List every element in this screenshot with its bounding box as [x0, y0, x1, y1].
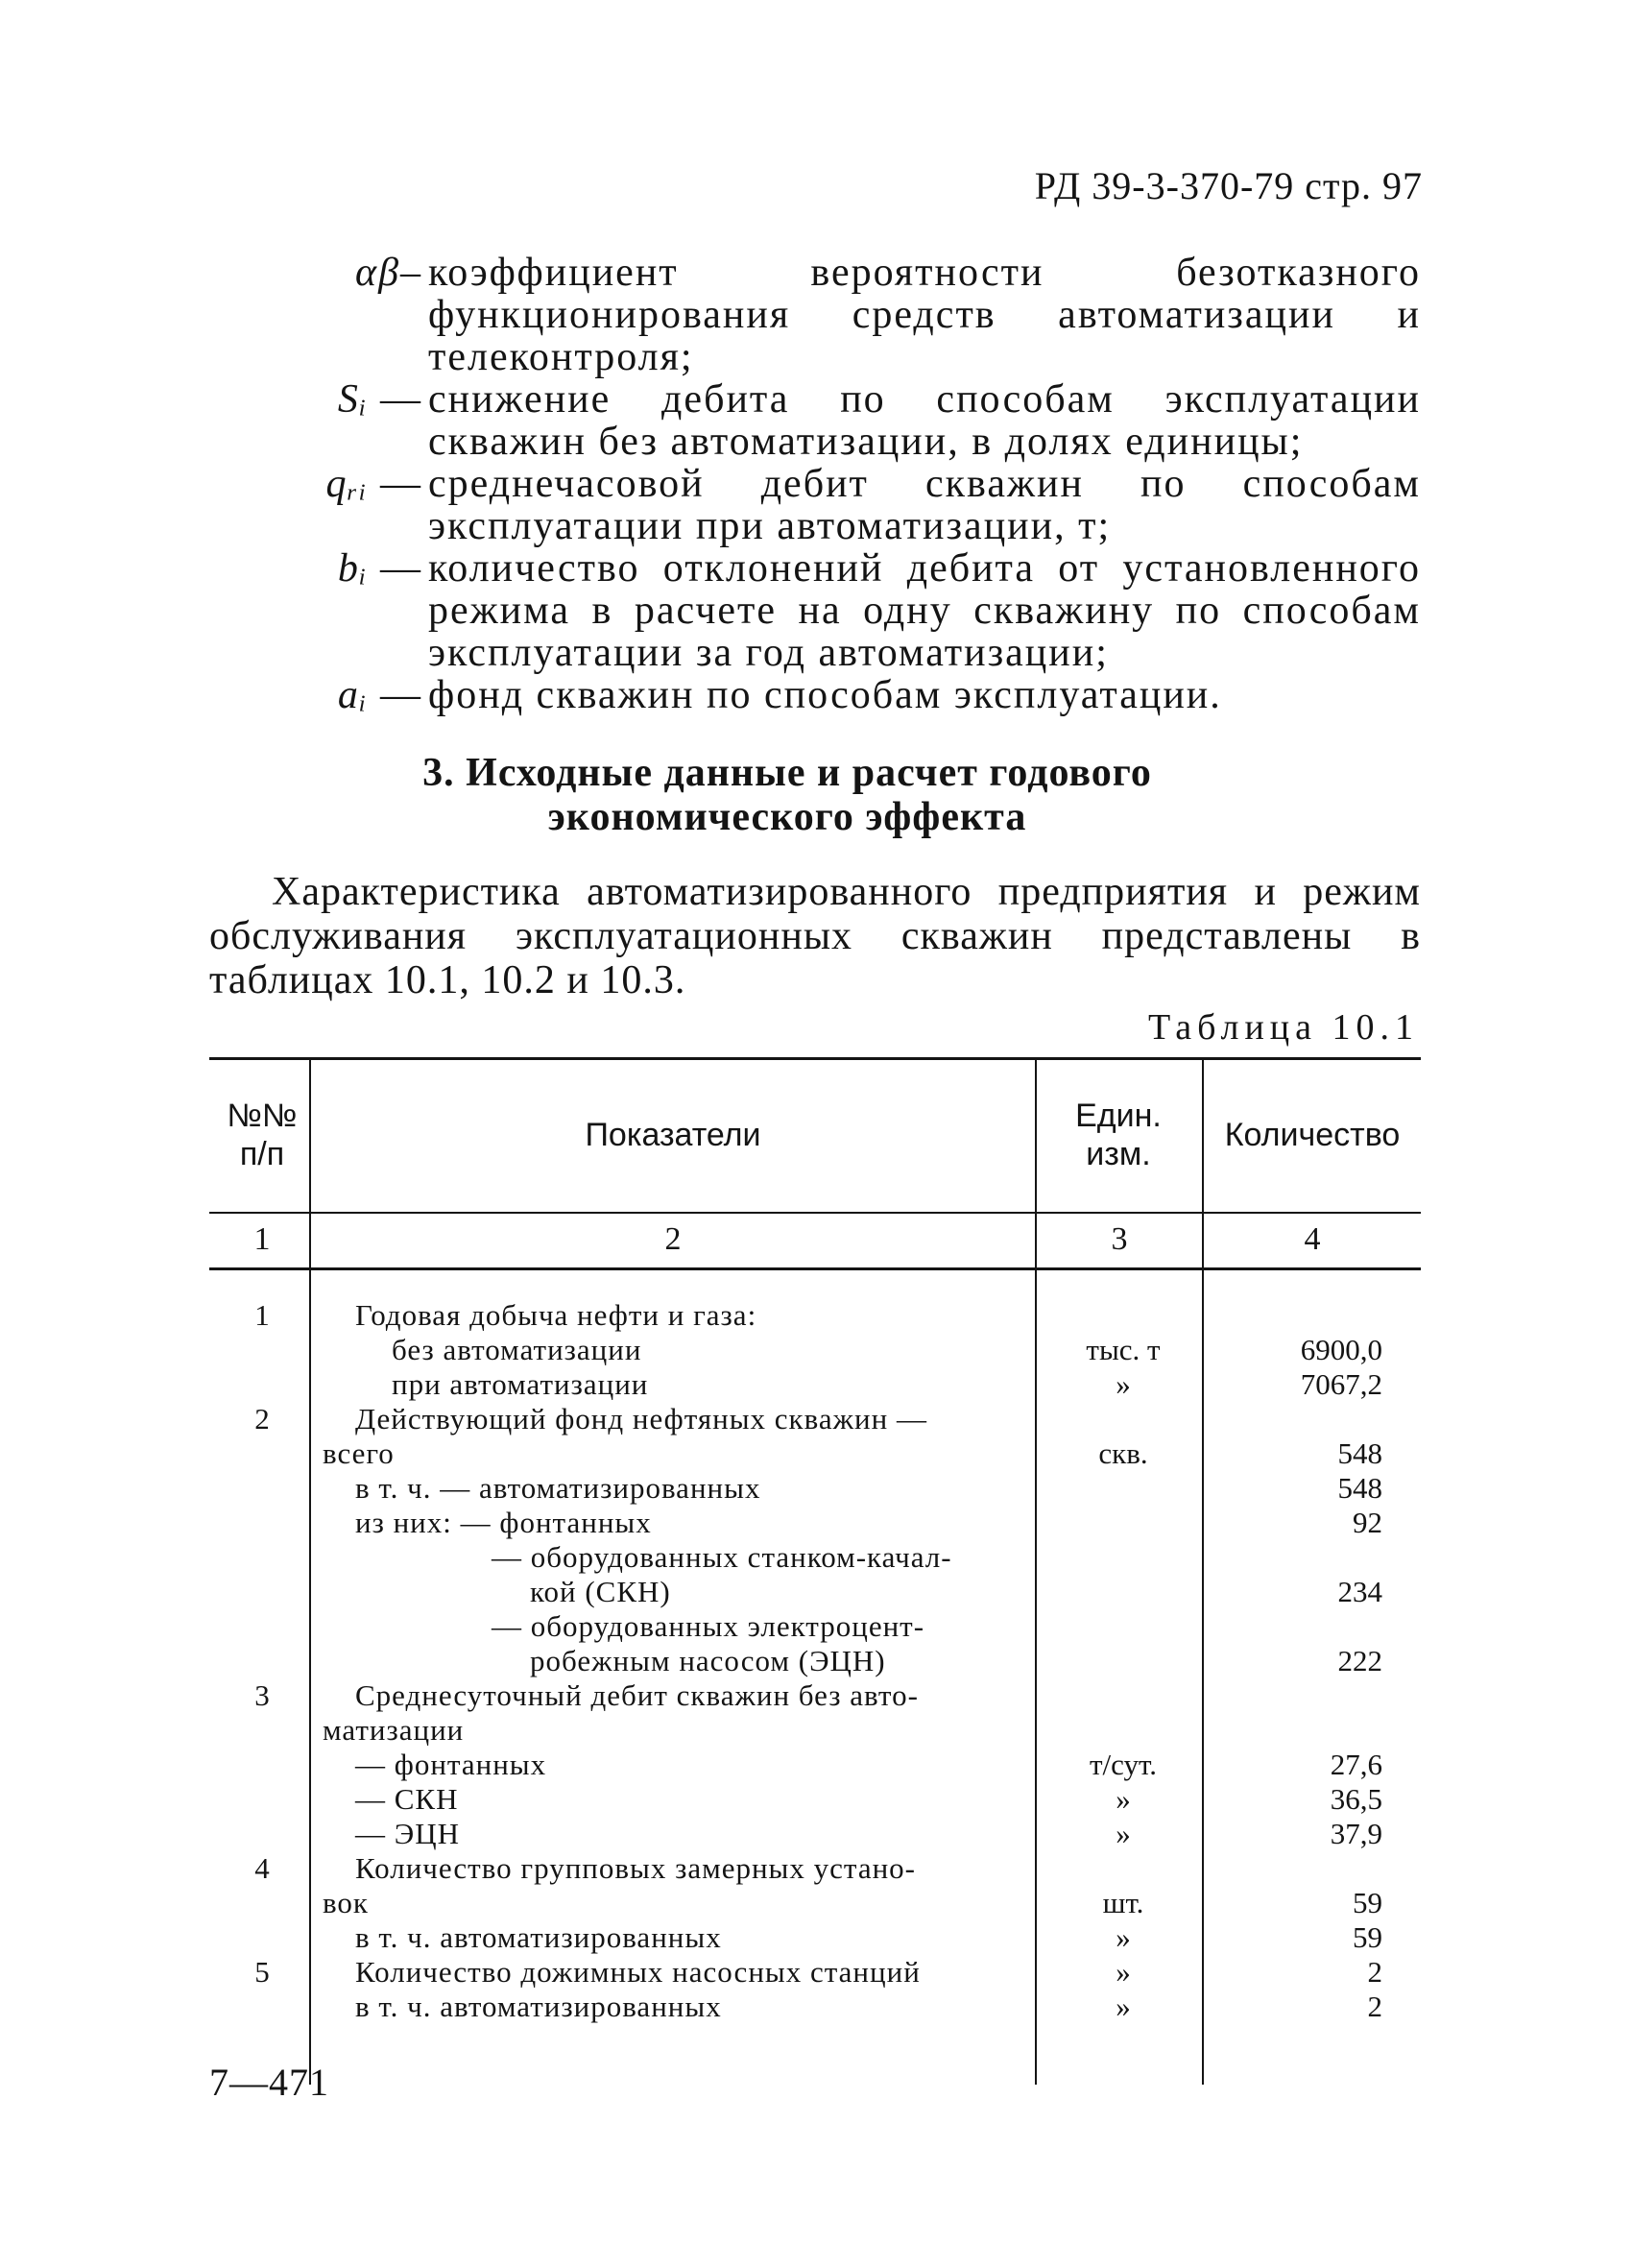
definition-item: qᵣᵢ — среднечасовой дебит скважин по способам эксплуатации при автоматизации, т;: [325, 462, 1421, 548]
table-row: [0, 1402, 1632, 1436]
intro-paragraph: Характеристика автоматизированного предприятия и режим обслуживания эксплуатационных скважин представлены в таблицах 10.1, 10.2 и 10.3.: [209, 870, 1421, 1002]
column-number: 1: [253, 1221, 271, 1257]
row-text: — ЭЦН: [355, 1817, 460, 1850]
row-value: 36,5: [1330, 1782, 1382, 1816]
table-row: [0, 1678, 1632, 1713]
row-text: Годовая добыча нефти и газа:: [355, 1298, 757, 1332]
row-text: Среднесуточный дебит скважин без авто-: [355, 1678, 919, 1712]
row-value: 548: [1337, 1436, 1382, 1470]
row-value: 548: [1337, 1471, 1382, 1505]
row-unit: »: [1116, 1920, 1131, 1954]
colnum-divider-line: [209, 1267, 1421, 1270]
column-number: 4: [1304, 1221, 1321, 1257]
header-divider-line: [209, 1212, 1421, 1214]
row-value: 2: [1367, 1955, 1382, 1989]
definition-symbol: Sᵢ: [337, 377, 369, 422]
table-row: [0, 1575, 1632, 1609]
table-row: [0, 1333, 1632, 1367]
row-unit: »: [1116, 1367, 1131, 1401]
row-text: робежным насосом (ЭЦН): [530, 1644, 886, 1677]
table-label: Таблица 10.1: [1147, 1007, 1419, 1048]
row-unit: тыс. т: [1086, 1333, 1161, 1366]
row-text: — СКН: [355, 1782, 459, 1816]
header-cell-indicators: Показатели: [585, 1117, 761, 1153]
definition-symbol: bᵢ: [337, 546, 369, 591]
table-top-rule: [209, 1057, 1421, 1060]
row-text: кой (СКН): [530, 1575, 671, 1608]
row-unit: шт.: [1102, 1886, 1144, 1919]
table-row: [0, 1748, 1632, 1782]
table-row: [0, 1471, 1632, 1506]
row-text: без автоматизации: [392, 1333, 642, 1366]
table-row: [0, 1644, 1632, 1678]
row-text: при автоматизации: [392, 1367, 649, 1401]
table-row: [0, 1955, 1632, 1990]
row-value: 7067,2: [1300, 1367, 1382, 1401]
definitions-list: [317, 252, 1421, 716]
definition-text: фонд скважин по способам эксплуатации.: [428, 673, 1222, 717]
table-row: [0, 1990, 1632, 2024]
table-row: [0, 1609, 1632, 1644]
row-text: — фонтанных: [355, 1748, 547, 1781]
column-number: 2: [664, 1221, 682, 1257]
row-value: 59: [1353, 1886, 1382, 1919]
row-number: 5: [254, 1955, 270, 1989]
table-row: [0, 1506, 1632, 1540]
page-header: РД 39-3-370-79 стр. 97: [1034, 164, 1423, 207]
row-text: — оборудованных станком-качал-: [492, 1540, 952, 1574]
row-text: всего: [323, 1436, 395, 1470]
definition-item: αβ– коэффициент вероятности безотказного функционирования средств автоматизации и телеконтроля;: [355, 251, 1421, 379]
definition-symbol: aᵢ: [337, 673, 369, 717]
row-text: вок: [323, 1886, 369, 1919]
row-value: 234: [1337, 1575, 1382, 1608]
row-value: 222: [1337, 1644, 1382, 1677]
row-text: из них: — фонтанных: [355, 1506, 652, 1539]
row-value: 92: [1353, 1506, 1382, 1539]
header-cell-quantity: Количество: [1224, 1117, 1401, 1153]
table-row: [0, 1298, 1632, 1333]
row-unit: т/сут.: [1090, 1748, 1157, 1781]
header-cell-unit: Един. изм.: [1075, 1098, 1162, 1172]
row-text: в т. ч. — автоматизированных: [355, 1471, 761, 1505]
definition-text: коэффициент вероятности безотказного функционирования средств автоматизации и телеконтроля;: [428, 251, 1421, 379]
table-row: [0, 1920, 1632, 1955]
row-value: 37,9: [1330, 1817, 1382, 1850]
column-number: 3: [1111, 1221, 1128, 1257]
row-value: 6900,0: [1300, 1333, 1382, 1366]
header-cell-number: №№ п/п: [227, 1098, 298, 1172]
definition-item: aᵢ — фонд скважин по способам эксплуатации.: [317, 674, 1421, 716]
row-text: Количество групповых замерных устано-: [355, 1851, 916, 1885]
row-number: 2: [254, 1402, 270, 1436]
row-unit: »: [1116, 1955, 1131, 1989]
row-number: 4: [254, 1851, 270, 1885]
row-value: 27,6: [1330, 1748, 1382, 1781]
table-row: [0, 1782, 1632, 1817]
table-row: [0, 1436, 1632, 1471]
definition-symbol: qᵣᵢ: [325, 462, 369, 506]
row-value: 2: [1367, 1990, 1382, 2023]
definition-item: Sᵢ — снижение дебита по способам эксплуатации скважин без автоматизации, в долях единицы;: [337, 377, 1421, 464]
section-title: 3. Исходные данные и расчет годового экономического эффекта: [422, 751, 1152, 839]
row-text: матизации: [323, 1713, 465, 1747]
definition-symbol: αβ: [355, 251, 400, 295]
row-unit: »: [1116, 1782, 1131, 1816]
row-number: 1: [254, 1298, 270, 1332]
row-text: в т. ч. автоматизированных: [355, 1990, 722, 2023]
row-text: — оборудованных электроцент-: [492, 1609, 925, 1643]
table-row: [0, 1817, 1632, 1851]
row-text: Количество дожимных насосных станций: [355, 1955, 921, 1989]
definition-item: bᵢ — количество отклонений дебита от установленного режима в расчете на одну скважину по способам эксплуатации за год автоматизации;: [337, 546, 1421, 675]
table-row: [0, 1886, 1632, 1920]
row-number: 3: [254, 1678, 270, 1712]
row-unit: скв.: [1098, 1436, 1148, 1470]
definition-text: снижение дебита по способам эксплуатации скважин без автоматизации, в долях единицы;: [428, 377, 1421, 464]
page-footer: 7—471: [209, 2061, 329, 2104]
table-row: [0, 1713, 1632, 1748]
row-unit: »: [1116, 1990, 1131, 2023]
row-unit: »: [1116, 1817, 1131, 1850]
definition-text: среднечасовой дебит скважин по способам эксплуатации при автоматизации, т;: [428, 462, 1421, 548]
table-row: [0, 1367, 1632, 1402]
table-row: [0, 1540, 1632, 1575]
row-value: 59: [1353, 1920, 1382, 1954]
table-row: [0, 1851, 1632, 1886]
row-text: в т. ч. автоматизированных: [355, 1920, 722, 1954]
row-text: Действующий фонд нефтяных скважин —: [355, 1402, 927, 1436]
definition-text: количество отклонений дебита от установленного режима в расчете на одну скважину по способам эксплуатации за год автоматизации;: [428, 546, 1421, 675]
